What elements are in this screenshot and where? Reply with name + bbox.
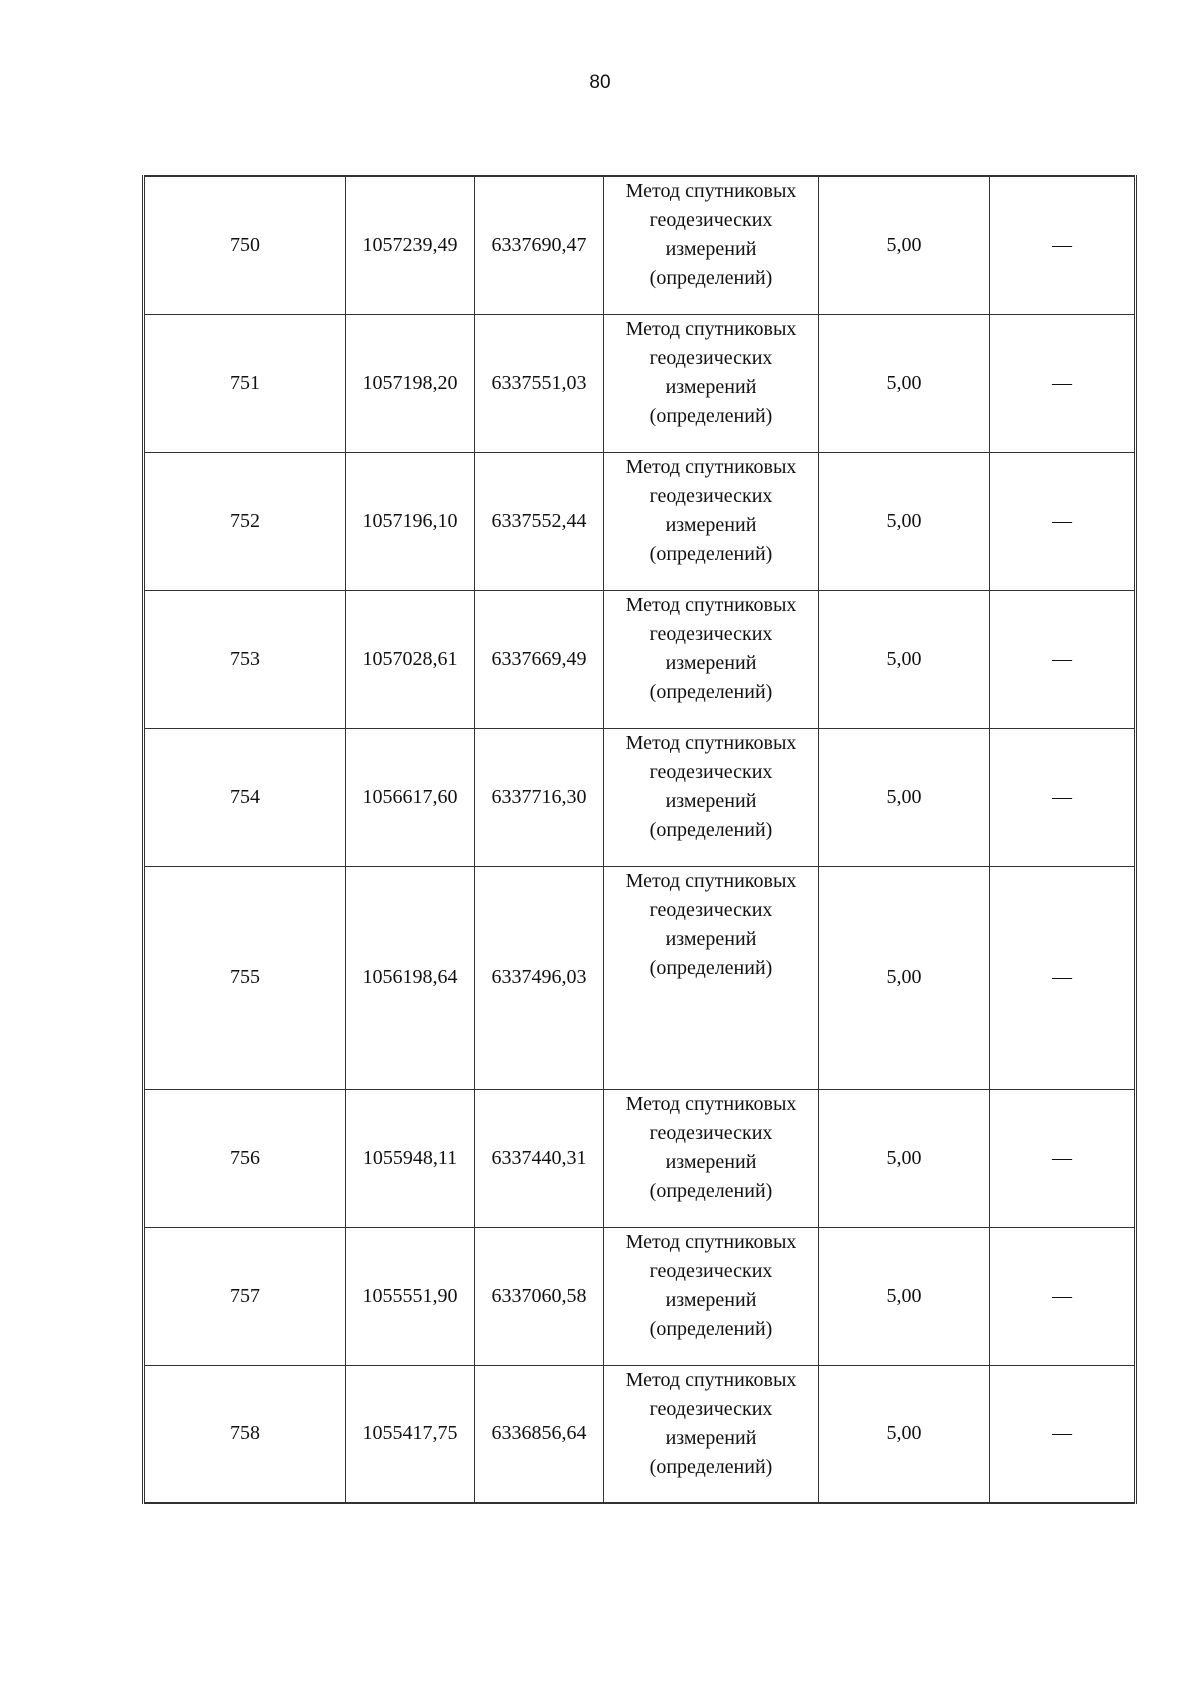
y-coordinate-cell: 6337496,03	[475, 866, 604, 1089]
y-coordinate-cell: 6337716,30	[475, 728, 604, 866]
table-row	[144, 314, 1136, 452]
method-cell	[604, 314, 819, 452]
method-line: геодезических	[649, 760, 773, 783]
accuracy-cell: 5,00	[819, 1365, 990, 1503]
method-line: измерений	[665, 238, 757, 260]
method-line: геодезических	[649, 898, 773, 921]
method-line: измерений	[665, 789, 757, 812]
point-number-cell: 755	[144, 866, 346, 1089]
method-line: измерений	[665, 651, 757, 674]
method-line: Метод спутниковых	[625, 317, 797, 340]
method-line: геодезических	[649, 209, 773, 231]
x-coordinate-cell: 1056617,60	[346, 728, 475, 866]
method-line: (определений)	[649, 1179, 773, 1202]
point-number-cell: 754	[144, 728, 346, 866]
x-coordinate-cell: 1057028,61	[346, 590, 475, 728]
method-line: Метод спутниковых	[625, 455, 797, 478]
point-number-cell: 758	[144, 1365, 346, 1503]
method-line: Метод спутниковых	[625, 1092, 797, 1115]
x-coordinate-cell: 1055948,11	[346, 1089, 475, 1227]
method-line: геодезических	[649, 1397, 773, 1420]
note-cell: —	[990, 452, 1136, 590]
table-row	[144, 1227, 1136, 1365]
y-coordinate-cell: 6337669,49	[475, 590, 604, 728]
method-line: измерений	[665, 1288, 757, 1311]
method-line: геодезических	[649, 1121, 773, 1144]
method-line: геодезических	[649, 1259, 773, 1282]
accuracy-cell: 5,00	[819, 176, 990, 314]
method-cell	[604, 728, 819, 866]
accuracy-cell: 5,00	[819, 314, 990, 452]
table-row	[144, 728, 1136, 866]
method-line: Метод спутниковых	[625, 869, 797, 892]
note-cell: —	[990, 728, 1136, 866]
method-line: (определений)	[649, 542, 773, 565]
x-coordinate-cell: 1056198,64	[346, 866, 475, 1089]
method-line: геодезических	[649, 622, 773, 645]
accuracy-cell: 5,00	[819, 590, 990, 728]
method-cell	[604, 452, 819, 590]
accuracy-cell: 5,00	[819, 452, 990, 590]
page-number: 80	[589, 72, 611, 93]
method-line: (определений)	[649, 818, 773, 841]
accuracy-cell: 5,00	[819, 1227, 990, 1365]
method-line: геодезических	[649, 346, 773, 369]
y-coordinate-cell: 6337690,47	[475, 176, 604, 314]
table-row	[144, 452, 1136, 590]
y-coordinate-cell: 6337440,31	[475, 1089, 604, 1227]
method-line: измерений	[665, 375, 757, 398]
method-line: измерений	[665, 513, 757, 536]
method-cell	[604, 1365, 819, 1503]
note-cell: —	[990, 314, 1136, 452]
method-line: Метод спутниковых	[625, 180, 797, 202]
table-row	[144, 176, 1136, 314]
method-line: Метод спутниковых	[625, 1368, 797, 1391]
x-coordinate-cell: 1055417,75	[346, 1365, 475, 1503]
method-line: Метод спутниковых	[625, 593, 797, 616]
y-coordinate-cell: 6337552,44	[475, 452, 604, 590]
accuracy-cell: 5,00	[819, 728, 990, 866]
table-row	[144, 866, 1136, 1089]
x-coordinate-cell: 1057239,49	[346, 176, 475, 314]
accuracy-cell: 5,00	[819, 866, 990, 1089]
accuracy-cell: 5,00	[819, 1089, 990, 1227]
table-row	[144, 1089, 1136, 1227]
method-line: (определений)	[649, 956, 773, 979]
method-line: (определений)	[649, 1317, 773, 1340]
method-line: измерений	[665, 927, 757, 950]
point-number-cell: 753	[144, 590, 346, 728]
y-coordinate-cell: 6337060,58	[475, 1227, 604, 1365]
x-coordinate-cell: 1057196,10	[346, 452, 475, 590]
x-coordinate-cell: 1057198,20	[346, 314, 475, 452]
x-coordinate-cell: 1055551,90	[346, 1227, 475, 1365]
point-number-cell: 752	[144, 452, 346, 590]
method-cell	[604, 176, 819, 314]
method-cell	[604, 1227, 819, 1365]
y-coordinate-cell: 6337551,03	[475, 314, 604, 452]
point-number-cell: 750	[144, 176, 346, 314]
method-line: измерений	[665, 1426, 757, 1449]
note-cell: —	[990, 176, 1136, 314]
method-cell	[604, 866, 819, 1089]
method-line: (определений)	[649, 404, 773, 427]
coordinates-table	[142, 175, 1137, 1504]
method-line: Метод спутниковых	[625, 1230, 797, 1253]
method-line: измерений	[665, 1150, 757, 1173]
note-cell: —	[990, 1227, 1136, 1365]
note-cell: —	[990, 1089, 1136, 1227]
method-cell	[604, 1089, 819, 1227]
method-cell	[604, 590, 819, 728]
point-number-cell: 751	[144, 314, 346, 452]
method-line: Метод спутниковых	[625, 731, 797, 754]
method-line: (определений)	[649, 680, 773, 703]
table-row	[144, 590, 1136, 728]
note-cell: —	[990, 866, 1136, 1089]
method-line: (определений)	[649, 1455, 773, 1478]
point-number-cell: 757	[144, 1227, 346, 1365]
method-line: (определений)	[649, 267, 773, 289]
point-number-cell: 756	[144, 1089, 346, 1227]
note-cell: —	[990, 590, 1136, 728]
method-line: геодезических	[649, 484, 773, 507]
table-row	[144, 1365, 1136, 1503]
y-coordinate-cell: 6336856,64	[475, 1365, 604, 1503]
note-cell: —	[990, 1365, 1136, 1503]
